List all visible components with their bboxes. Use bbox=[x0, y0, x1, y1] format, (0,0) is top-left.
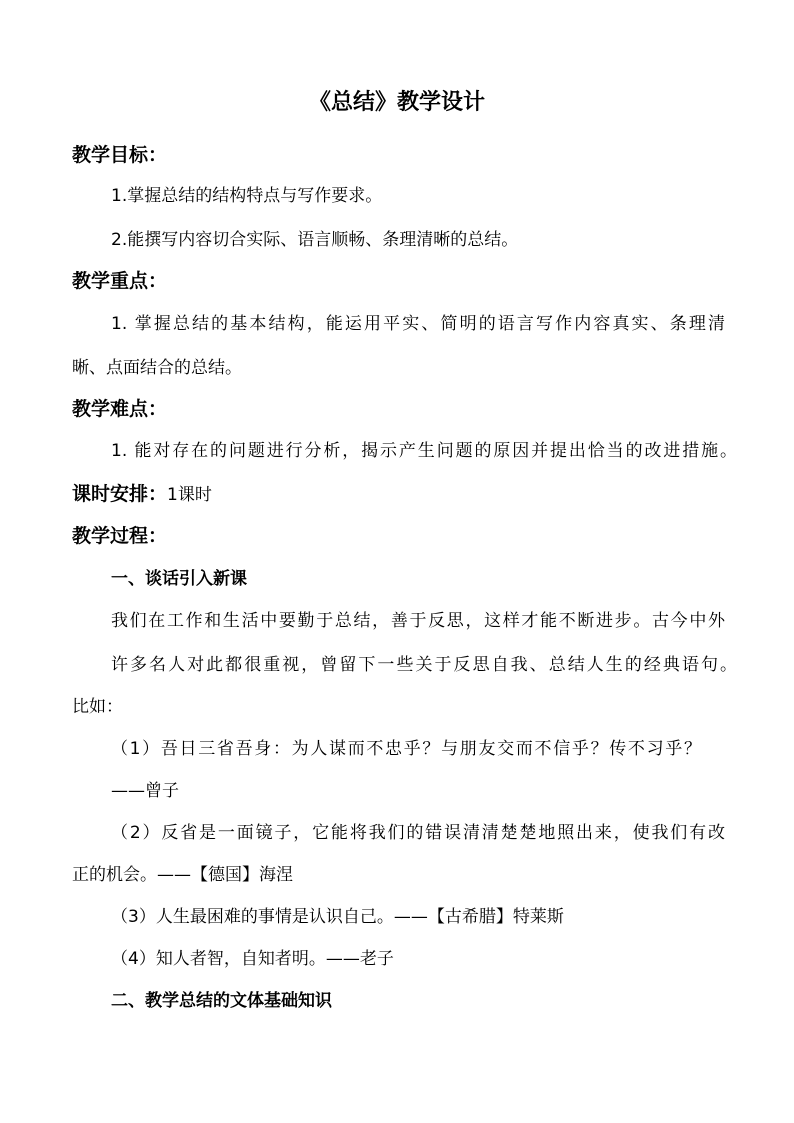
quote-3: （3）人生最困难的事情是认识自己。——【古希腊】特莱斯 bbox=[111, 907, 564, 927]
section-1-para-line-1: 我们在工作和生活中要勤于总结，善于反思，这样才能不断进步。古今中外 bbox=[111, 611, 725, 631]
difficulties-heading: 教学难点： bbox=[72, 398, 168, 420]
difficulties-line-1: 1. 能对存在的问题进行分析，揭示产生问题的原因并提出恰当的改进措施。 bbox=[111, 441, 737, 461]
quote-2-line-1: （2）反省是一面镜子，它能将我们的错误清清楚楚地照出来，使我们有改 bbox=[111, 823, 725, 843]
section-1-para-line-3: 比如： bbox=[72, 697, 123, 717]
page-title: 《总结》教学设计 bbox=[308, 90, 485, 115]
schedule-heading: 课时安排： bbox=[72, 483, 168, 505]
quote-4: （4）知人者智，自知者明。——老子 bbox=[111, 949, 394, 969]
objective-item-2: 2.能撰写内容切合实际、语言顺畅、条理清晰的总结。 bbox=[111, 230, 519, 250]
section-1-title: 一、谈话引入新课 bbox=[111, 569, 247, 589]
section-2-title: 二、教学总结的文体基础知识 bbox=[111, 991, 332, 1011]
quote-1-line-1: （1）吾日三省吾身：为人谋而不忠乎？与朋友交而不信乎？传不习乎？ bbox=[111, 739, 701, 759]
schedule-row bbox=[72, 481, 212, 508]
process-heading: 教学过程： bbox=[72, 525, 168, 547]
key-points-line-1: 1. 掌握总结的基本结构，能运用平实、简明的语言写作内容真实、条理清 bbox=[111, 314, 725, 334]
quote-1-line-2: ——曾子 bbox=[111, 781, 179, 801]
objectives-heading: 教学目标： bbox=[72, 144, 168, 166]
quote-2-line-2: 正的机会。——【德国】海涅 bbox=[72, 865, 293, 885]
objective-item-1: 1.掌握总结的结构特点与写作要求。 bbox=[111, 186, 383, 206]
key-points-line-2: 晰、点面结合的总结。 bbox=[72, 358, 242, 378]
schedule-value: 1课时 bbox=[167, 485, 212, 505]
section-1-para-line-2: 许多名人对此都很重视，曾留下一些关于反思自我、总结人生的经典语句。 bbox=[111, 655, 737, 675]
key-points-heading: 教学重点： bbox=[72, 270, 168, 292]
